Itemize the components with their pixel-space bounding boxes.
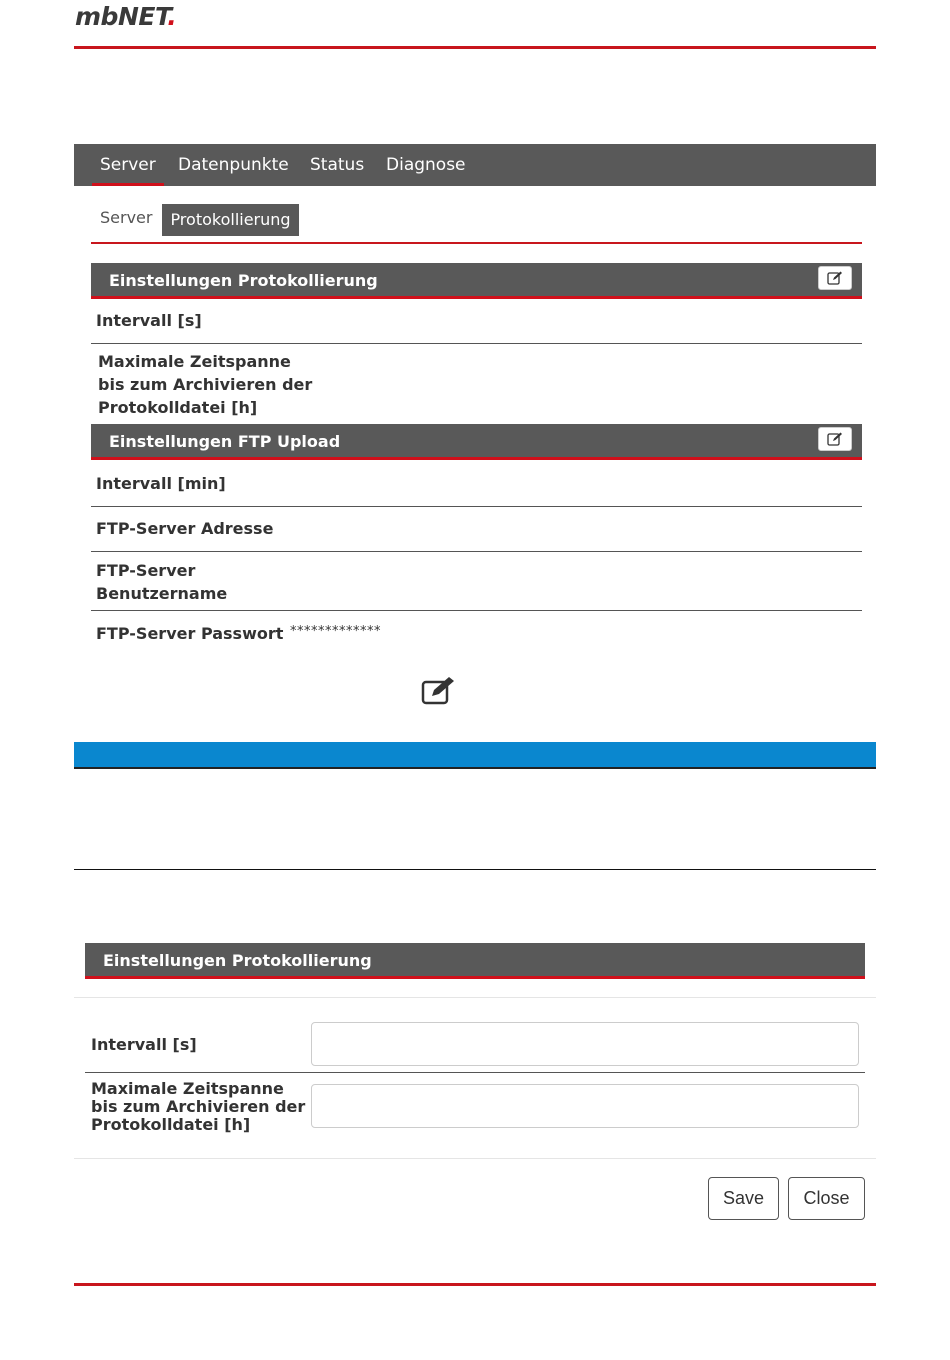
- edit-logging-button[interactable]: [818, 266, 852, 290]
- mbnet-logo: mbNET.: [75, 2, 177, 31]
- max-span-input[interactable]: [311, 1084, 859, 1128]
- edit-icon: [827, 271, 843, 285]
- subtab-protokollierung[interactable]: Protokollierung: [162, 204, 299, 236]
- row-divider: [91, 343, 862, 344]
- header-divider: [74, 46, 876, 49]
- section-separator: [74, 869, 876, 870]
- ftp-password-label: FTP-Server Passwort: [96, 624, 284, 643]
- row-divider: [91, 506, 862, 507]
- tab-datenpunkte[interactable]: Datenpunkte: [178, 155, 289, 175]
- logging-max-span-label: Maximale Zeitspanne bis zum Archivieren der Protokolldatei [h]: [98, 352, 313, 417]
- dialog-interval-label: Intervall [s]: [91, 1035, 197, 1054]
- dialog-max-span-label: Maximale Zeitspanne bis zum Archivieren der Protokolldatei [h]: [91, 1079, 306, 1134]
- dialog-row-divider: [85, 1072, 865, 1073]
- dialog-divider: [74, 997, 876, 998]
- row-divider: [91, 551, 862, 552]
- dialog-title: Einstellungen Protokollierung: [103, 951, 372, 970]
- footer-divider: [74, 1283, 876, 1286]
- section-title: Einstellungen Protokollierung: [109, 271, 378, 290]
- section-header-ftp: [91, 424, 862, 460]
- info-bar: [74, 742, 876, 769]
- ftp-interval-label: Intervall [min]: [96, 474, 226, 493]
- dialog-footer-divider: [74, 1158, 876, 1159]
- edit-ftp-button[interactable]: [818, 427, 852, 451]
- interval-input[interactable]: [311, 1022, 859, 1066]
- tab-status[interactable]: Status: [310, 155, 365, 175]
- row-divider: [91, 610, 862, 611]
- section-header-logging: [91, 263, 862, 299]
- main-nav: [74, 144, 876, 186]
- edit-icon: [421, 676, 457, 706]
- tab-server[interactable]: Server: [100, 144, 156, 186]
- save-button[interactable]: Save: [708, 1177, 779, 1220]
- dialog-header: [85, 943, 865, 979]
- section-title: Einstellungen FTP Upload: [109, 432, 341, 451]
- subtab-server[interactable]: Server: [100, 208, 153, 227]
- ftp-username-label: FTP-Server Benutzername: [96, 561, 228, 603]
- ftp-address-label: FTP-Server Adresse: [96, 519, 274, 538]
- logging-interval-label: Intervall [s]: [96, 311, 202, 330]
- tab-diagnose[interactable]: Diagnose: [386, 155, 466, 175]
- ftp-password-value: *************: [290, 624, 381, 639]
- edit-icon: [827, 432, 843, 446]
- subnav-divider: [91, 242, 862, 244]
- close-button[interactable]: Close: [788, 1177, 865, 1220]
